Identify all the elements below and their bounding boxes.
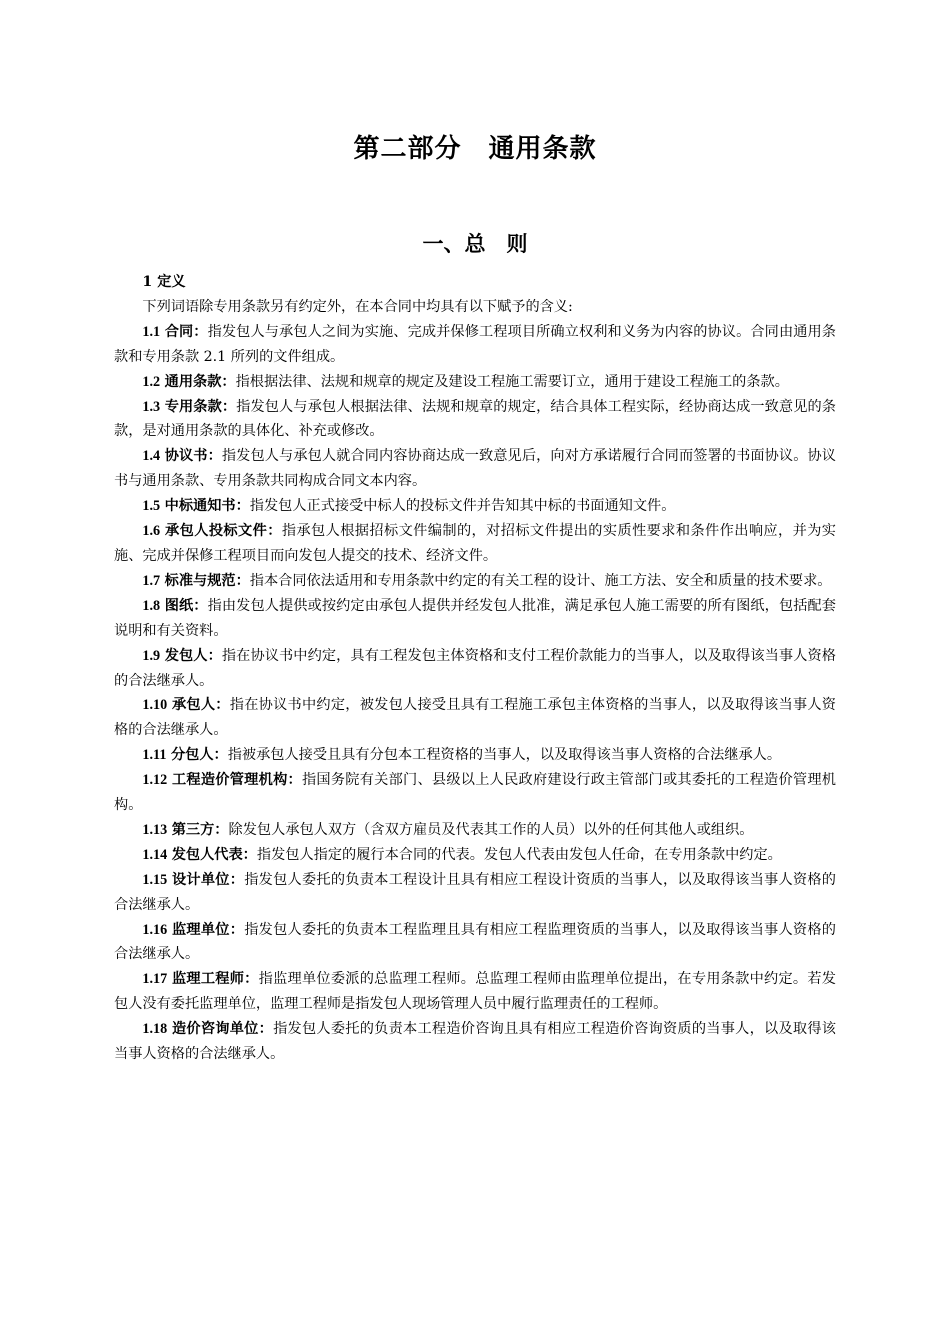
clause-number: 1.2: [142, 373, 161, 390]
clause-number: 1.1: [142, 323, 161, 340]
clause-text: 指在协议书中约定，具有工程发包主体资格和支付工程价款能力的当事人，以及取得该当事人资格的合法继承人。: [114, 647, 836, 689]
clause-term: 承包人：: [171, 697, 230, 714]
clause-paragraph: [114, 768, 836, 818]
document-body: [114, 270, 836, 1067]
clause-term: 协议书：: [164, 448, 222, 465]
clause-number: 1.16: [142, 921, 168, 938]
clause-number: 1.10: [142, 697, 168, 714]
clause-text: 指发包人与承包人就合同内容协商达成一致意见后，向对方承诺履行合同而签署的书面协议。协议书与通用条款、专用条款共同构成合同文本内容。: [114, 448, 836, 490]
clause-paragraph: [114, 918, 836, 968]
clause-term: 通用条款：: [164, 373, 236, 390]
clause-term: 工程造价管理机构：: [171, 772, 302, 789]
clause-paragraph: [114, 843, 836, 868]
clause-term: 分包人：: [170, 747, 228, 764]
clause-paragraph: [114, 494, 836, 519]
clause-text: 指被承包人接受且具有分包本工程资格的当事人，以及取得该当事人资格的合法继承人。: [227, 747, 782, 764]
clause-text: 指发包人委托的负责本工程造价咨询且具有相应工程造价咨询资质的当事人，以及取得该当事人资格的合法继承人。: [114, 1021, 836, 1063]
clause-text: 指本合同依法适用和专用条款中约定的有关工程的设计、施工方法、安全和质量的技术要求。: [249, 572, 832, 589]
clause-text: 指发包人委托的负责本工程设计且具有相应工程设计资质的当事人，以及取得该当事人资格的合法继承人。: [114, 871, 836, 913]
clause-term: 监理工程师：: [171, 971, 259, 988]
clause-term: 发包人：: [164, 647, 222, 664]
clause-term: 标准与规范：: [164, 572, 250, 589]
clause-paragraph: [114, 370, 836, 395]
clause-text: 指监理单位委派的总监理工程师。总监理工程师由监理单位提出，在专用条款中约定。若发包人没有委托监理单位，监理工程师是指发包人现场管理人员中履行监理责任的工程师。: [114, 971, 836, 1013]
clause-number: 1.6: [142, 523, 161, 540]
clause-term: 图纸：: [164, 597, 208, 614]
section-heading: 1 定义: [142, 274, 186, 290]
clause-term: 造价咨询单位：: [171, 1021, 274, 1038]
clause-text: 指发包人正式接受中标人的投标文件并告知其中标的书面通知文件。: [249, 498, 676, 515]
clause-text: 指发包人与承包人之间为实施、完成并保修工程项目所确立权利和义务为内容的协议。合同由通用条款和专用条款 2.1 所列的文件组成。: [114, 323, 836, 365]
clause-text: 指发包人与承包人根据法律、法规和规章的规定，结合具体工程实际，经协商达成一致意见的条款，是对通用条款的具体化、补充或修改。: [114, 398, 836, 440]
clause-number: 1.12: [142, 772, 168, 789]
part-title: 第二部分 通用条款: [353, 134, 597, 164]
clause-number: 1.11: [142, 747, 167, 764]
clause-text: 指承包人根据招标文件编制的，对招标文件提出的实质性要求和条件作出响应，并为实施、完成并保修工程项目而向发包人提交的技术、经济文件。: [114, 523, 836, 564]
clause-paragraph: [114, 569, 836, 594]
clause-text: 指发包人指定的履行本合同的代表。发包人代表由发包人任命，在专用条款中约定。: [256, 846, 782, 863]
clause-number: 1.7: [142, 572, 161, 589]
clause-text: 指发包人委托的负责本工程监理且具有相应工程监理资质的当事人，以及取得该当事人资格的合法继承人。: [114, 921, 836, 963]
clause-term: 发包人代表：: [171, 846, 257, 863]
clause-text: 指由发包人提供或按约定由承包人提供并经发包人批准，满足承包人施工需要的所有图纸，包括配套说明和有关资料。: [114, 597, 836, 639]
clause-paragraph: [114, 395, 836, 445]
clause-paragraph: [114, 868, 836, 918]
clause-paragraph: [114, 444, 836, 494]
intro-paragraph: 下列词语除专用条款另有约定外，在本合同中均具有以下赋予的含义:: [142, 298, 573, 315]
clause-paragraph: [114, 693, 836, 743]
clause-number: 1.18: [142, 1021, 168, 1038]
clause-number: 1.5: [142, 498, 161, 515]
clause-paragraph: [114, 519, 836, 569]
clause-text: 指在协议书中约定，被发包人接受且具有工程施工承包主体资格的当事人，以及取得该当事人资格的合法继承人。: [114, 697, 836, 739]
clause-number: 1.4: [142, 448, 161, 465]
clause-term: 合同：: [164, 323, 208, 340]
clause-paragraph: [114, 320, 836, 370]
clause-paragraph: [114, 594, 836, 644]
clause-list: [114, 320, 836, 1067]
clause-term: 中标通知书：: [164, 498, 250, 515]
clause-term: 承包人投标文件：: [165, 523, 282, 540]
clause-term: 监理单位：: [171, 921, 245, 938]
clause-text: 除发包人承包人双方（含双方雇员及代表其工作的人员）以外的任何其他人或组织。: [228, 821, 754, 838]
clause-paragraph: [114, 967, 836, 1017]
section-title: 一、总 则: [422, 231, 528, 256]
clause-paragraph: [114, 818, 836, 843]
clause-number: 1.15: [142, 871, 168, 888]
clause-number: 1.8: [142, 597, 161, 614]
clause-paragraph: [114, 743, 836, 768]
clause-number: 1.14: [142, 846, 168, 863]
clause-term: 专用条款：: [164, 398, 237, 415]
clause-text: 指根据法律、法规和规章的规定及建设工程施工需要订立，通用于建设工程施工的条款。: [235, 373, 789, 390]
clause-text: 指国务院有关部门、县级以上人民政府建设行政主管部门或其委托的工程造价管理机构。: [114, 772, 836, 814]
clause-number: 1.13: [142, 821, 168, 838]
clause-number: 1.3: [142, 398, 161, 415]
clause-number: 1.17: [142, 971, 168, 988]
clause-paragraph: [114, 1017, 836, 1067]
clause-term: 第三方：: [171, 821, 229, 838]
clause-number: 1.9: [142, 647, 161, 664]
clause-term: 设计单位：: [171, 871, 245, 888]
clause-paragraph: [114, 644, 836, 694]
